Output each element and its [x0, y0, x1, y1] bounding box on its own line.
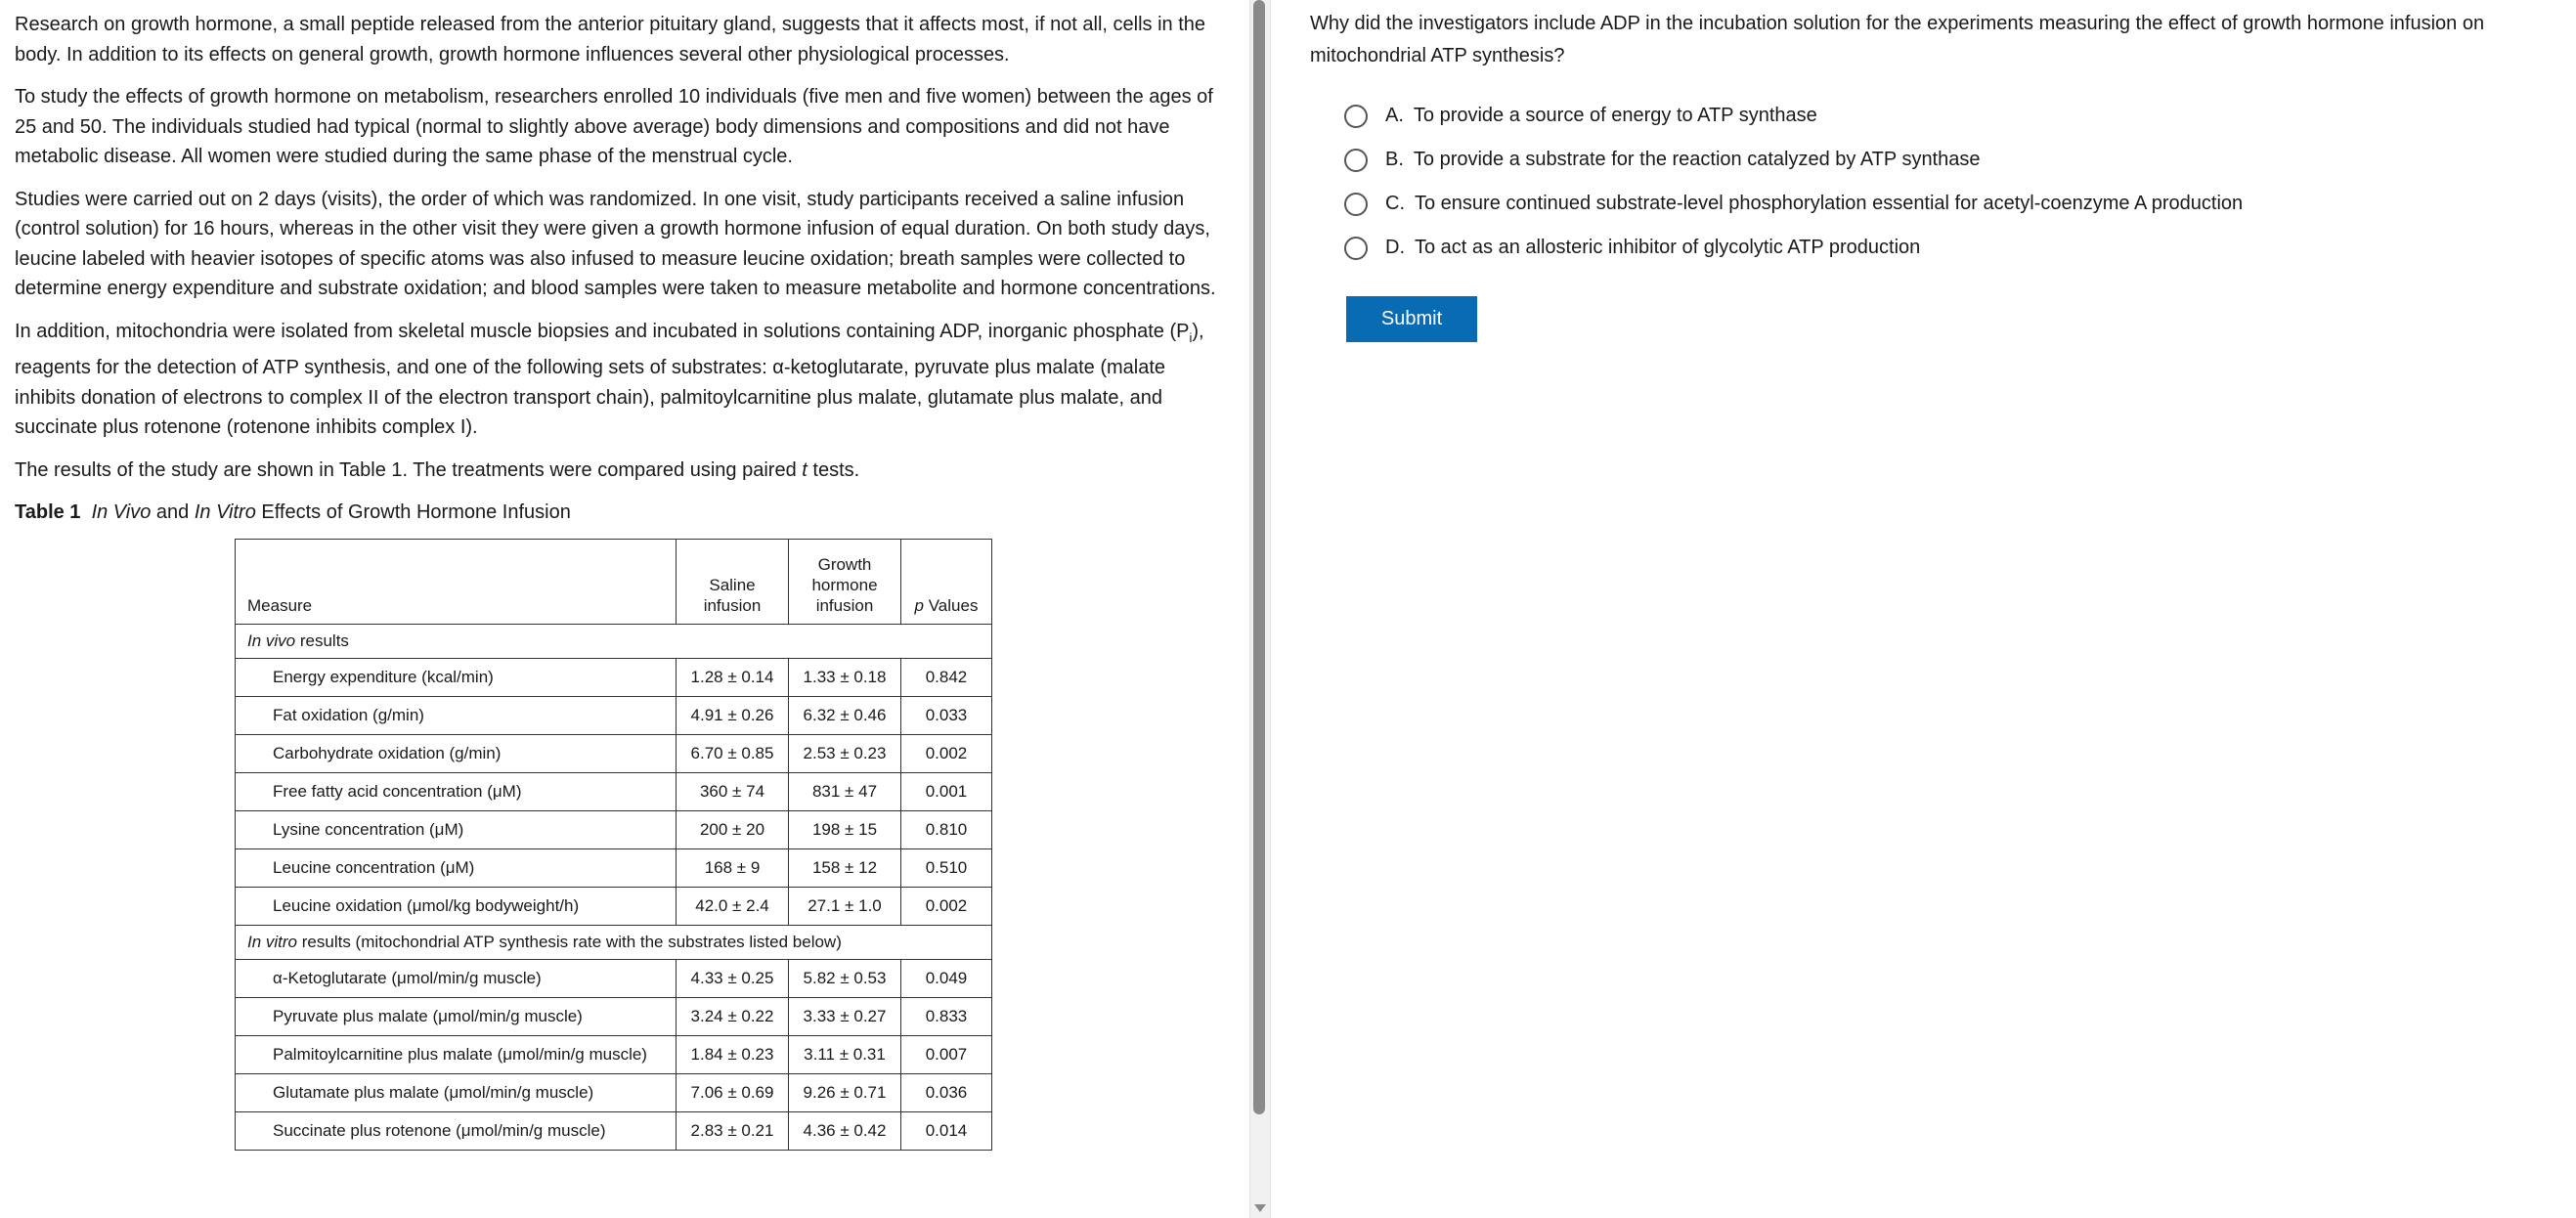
section-in-vitro — [236, 926, 992, 960]
option-a[interactable] — [1344, 94, 2571, 138]
caption-and: and — [151, 501, 195, 523]
option-b[interactable] — [1344, 138, 2571, 182]
header-saline — [677, 540, 789, 625]
table-row — [236, 1074, 992, 1112]
table-row — [236, 960, 992, 998]
row-saline: 4.91 ± 0.26 — [677, 697, 789, 735]
row-p: 0.002 — [901, 888, 992, 926]
passage-paragraph-5 — [15, 456, 1231, 486]
option-label: To ensure continued substrate-level phosphorylation essential for acetyl-coenzyme A production — [1415, 193, 2244, 214]
caption-rest: Effects of Growth Hormone Infusion — [255, 501, 571, 523]
row-gh: 3.11 ± 0.31 — [789, 1036, 901, 1074]
table-caption — [15, 498, 1231, 527]
row-p: 0.049 — [901, 960, 992, 998]
row-saline: 168 ± 9 — [677, 849, 789, 888]
section-in-vivo — [236, 625, 992, 659]
in-vitro-italic: In vitro — [247, 933, 298, 951]
row-gh: 198 ± 15 — [789, 811, 901, 849]
table-row — [236, 811, 992, 849]
header-p-rest: Values — [924, 596, 979, 615]
results-table — [235, 539, 992, 1151]
radio-circle-icon[interactable] — [1344, 105, 1368, 128]
p4-part-b: ), reagents for the detection of ATP synthesis, and one of the following sets of substrates: α-ketoglutarate, pyruvate plus malate (malate inhibits donation of electrons to complex II of the electron transport chain), palmitoylcarnitine plus malate, glutamate plus malate, and succinate plus rotenone (rotenone inhibits complex I). — [15, 320, 1204, 438]
row-measure: Free fatty acid concentration (μM) — [236, 773, 677, 811]
row-gh: 3.33 ± 0.27 — [789, 998, 901, 1036]
header-p-italic: p — [914, 596, 924, 615]
header-gh-l1: Growth — [817, 555, 872, 574]
p4-part-a: In addition, mitochondria were isolated from skeletal muscle biopsies and incubated in solutions containing ADP, inorganic phosphate (P — [15, 320, 1190, 342]
passage-paragraph-4 — [15, 317, 1231, 443]
row-p: 0.833 — [901, 998, 992, 1036]
option-letter: B. — [1385, 149, 1404, 170]
row-gh: 158 ± 12 — [789, 849, 901, 888]
row-measure: Carbohydrate oxidation (g/min) — [236, 735, 677, 773]
row-saline: 1.28 ± 0.14 — [677, 659, 789, 697]
table-caption-label: Table 1 — [15, 501, 81, 523]
radio-circle-icon[interactable] — [1344, 193, 1368, 216]
row-saline: 200 ± 20 — [677, 811, 789, 849]
row-p: 0.033 — [901, 697, 992, 735]
option-letter: C. — [1385, 193, 1405, 214]
row-saline: 4.33 ± 0.25 — [677, 960, 789, 998]
option-label: To provide a source of energy to ATP synthase — [1413, 105, 1817, 126]
table-row — [236, 697, 992, 735]
p5-t-italic: t — [802, 458, 808, 481]
p4-subscript: i — [1189, 329, 1193, 345]
table-row — [236, 773, 992, 811]
row-gh: 831 ± 47 — [789, 773, 901, 811]
table-row — [236, 849, 992, 888]
header-saline-l2: infusion — [703, 596, 762, 615]
header-gh-l3: infusion — [815, 596, 874, 615]
row-p: 0.001 — [901, 773, 992, 811]
radio-circle-icon[interactable] — [1344, 237, 1368, 260]
row-measure: Succinate plus rotenone (μmol/min/g muscle) — [236, 1112, 677, 1151]
row-p: 0.007 — [901, 1036, 992, 1074]
row-measure: Pyruvate plus malate (μmol/min/g muscle) — [236, 998, 677, 1036]
table-row — [236, 659, 992, 697]
row-saline: 6.70 ± 0.85 — [677, 735, 789, 773]
radio-circle-icon[interactable] — [1344, 149, 1368, 172]
table-row — [236, 998, 992, 1036]
table-row — [236, 888, 992, 926]
p5-part-b: tests. — [807, 458, 860, 481]
header-gh-l2: hormone — [811, 576, 878, 594]
row-p: 0.036 — [901, 1074, 992, 1112]
row-saline: 7.06 ± 0.69 — [677, 1074, 789, 1112]
table-row — [236, 735, 992, 773]
option-label: To act as an allosteric inhibitor of glycolytic ATP production — [1415, 237, 1921, 258]
row-saline: 42.0 ± 2.4 — [677, 888, 789, 926]
row-measure: Fat oxidation (g/min) — [236, 697, 677, 735]
row-p: 0.014 — [901, 1112, 992, 1151]
option-label: To provide a substrate for the reaction catalyzed by ATP synthase — [1413, 149, 1981, 170]
row-gh: 1.33 ± 0.18 — [789, 659, 901, 697]
table-row — [236, 1112, 992, 1151]
header-measure: Measure — [236, 540, 677, 625]
passage-scrollbar[interactable] — [1249, 0, 1271, 1218]
caption-in-vivo: In Vivo — [91, 501, 152, 523]
caption-in-vitro: In Vitro — [194, 501, 256, 523]
row-p: 0.842 — [901, 659, 992, 697]
option-d[interactable] — [1344, 226, 2571, 270]
row-measure: Leucine concentration (μM) — [236, 849, 677, 888]
row-gh: 4.36 ± 0.42 — [789, 1112, 901, 1151]
option-letter: D. — [1385, 237, 1405, 258]
in-vivo-italic: In vivo — [247, 631, 296, 650]
row-gh: 9.26 ± 0.71 — [789, 1074, 901, 1112]
table-row — [236, 1036, 992, 1074]
row-gh: 27.1 ± 1.0 — [789, 888, 901, 926]
row-gh: 6.32 ± 0.46 — [789, 697, 901, 735]
row-gh: 2.53 ± 0.23 — [789, 735, 901, 773]
row-saline: 360 ± 74 — [677, 773, 789, 811]
row-saline: 2.83 ± 0.21 — [677, 1112, 789, 1151]
section-row-in-vivo — [236, 625, 992, 659]
row-measure: Energy expenditure (kcal/min) — [236, 659, 677, 697]
question-panel — [1310, 0, 2571, 1218]
row-p: 0.002 — [901, 735, 992, 773]
in-vitro-rest: results (mitochondrial ATP synthesis rate with the substrates listed below) — [297, 933, 842, 951]
row-saline: 1.84 ± 0.23 — [677, 1036, 789, 1074]
passage-paragraph-3: Studies were carried out on 2 days (visits), the order of which was randomized. In one visit, study participants received a saline infusion (control solution) for 16 hours, whereas in the other visit they were given a growth hormone infusion of equal duration. On both study days, leucine labeled with heavier isotopes of specific atoms was also infused to measure leucine oxidation; breath samples were collected to determine energy expenditure and substrate oxidation; and blood samples were taken to measure metabolite and hormone concentrations. — [15, 188, 1216, 299]
passage-paragraph-2: To study the effects of growth hormone on metabolism, researchers enrolled 10 individuals (five men and five women) between the ages of 25 and 50. The individuals studied had typical (normal to slightly above average) body dimensions and compositions and did not have metabolic disease. All women were studied during the same phase of the menstrual cycle. — [15, 86, 1213, 167]
scroll-down-arrow-icon[interactable] — [1254, 1204, 1266, 1212]
row-measure: α-Ketoglutarate (μmol/min/g muscle) — [236, 960, 677, 998]
passage-paragraph-1: Research on growth hormone, a small peptide released from the anterior pituitary gland, suggests that it affects most, if not all, cells in the body. In addition to its effects on general growth, growth hormone influences several other physiological processes. — [15, 14, 1206, 65]
row-measure: Leucine oxidation (μmol/kg bodyweight/h) — [236, 888, 677, 926]
submit-button[interactable]: Submit — [1346, 296, 1477, 342]
answer-options — [1344, 94, 2571, 270]
section-row-in-vitro — [236, 926, 992, 960]
row-saline: 3.24 ± 0.22 — [677, 998, 789, 1036]
option-letter: A. — [1385, 105, 1404, 126]
table-header-row — [236, 540, 992, 625]
p5-part-a: The results of the study are shown in Table 1. The treatments were compared using paired — [15, 458, 803, 481]
scrollbar-thumb[interactable] — [1253, 0, 1265, 1114]
table-body — [236, 625, 992, 1151]
row-measure: Glutamate plus malate (μmol/min/g muscle) — [236, 1074, 677, 1112]
row-measure: Palmitoylcarnitine plus malate (μmol/min/g muscle) — [236, 1036, 677, 1074]
row-p: 0.510 — [901, 849, 992, 888]
option-c[interactable] — [1344, 182, 2571, 226]
row-measure: Lysine concentration (μM) — [236, 811, 677, 849]
row-gh: 5.82 ± 0.53 — [789, 960, 901, 998]
question-text: Why did the investigators include ADP in the incubation solution for the experiments measuring the effect of growth hormone infusion on mitochondrial ATP synthesis? — [1310, 13, 2485, 66]
header-saline-l1: Saline — [709, 576, 756, 594]
in-vivo-rest: results — [295, 631, 349, 650]
header-p-values — [901, 540, 992, 625]
passage-panel[interactable] — [0, 0, 1246, 1218]
header-growth-hormone — [789, 540, 901, 625]
row-p: 0.810 — [901, 811, 992, 849]
